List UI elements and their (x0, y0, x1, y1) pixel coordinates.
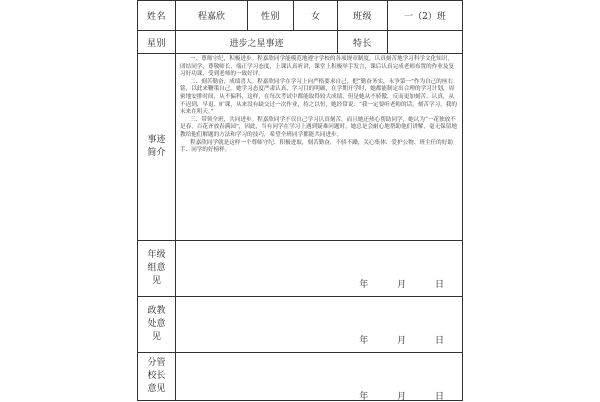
deeds-label-text: 事迹简介 (147, 135, 166, 158)
deeds-paragraph-1: 一、尊师守纪，积极进步。程嘉欣同学能模范地遵守学校的各项规章制度，认真刻苦地学习科学文化知识，团结同学，尊敬师长，端正学习态度，上课认真听讲，课堂上积极举手发言，课后认真完成老师布置的作业及复习好功课，受到老师的一致好评。 (180, 56, 455, 78)
political-opinion-field[interactable] (176, 297, 463, 353)
grade-opinion-field[interactable] (176, 241, 463, 297)
political-opinion-label (138, 297, 176, 353)
date-year: 年 (359, 336, 369, 346)
date-month: 月 (397, 336, 407, 346)
form-table (137, 0, 463, 401)
principal-opinion-label (138, 353, 176, 401)
specialty-label: 特长 (338, 31, 388, 54)
principal-opinion-date (355, 389, 444, 402)
grade-opinion-date (355, 277, 444, 290)
class-label: 班级 (338, 1, 388, 31)
date-year: 年 (359, 280, 369, 290)
deeds-paragraph-2: 二、刻苦勤奋，成绩喜人。程嘉欣同学在学习上向严格要求自己，把“勤奋务实，永争第一”作为自己的座右铭，以此来鞭策自己。她学习态度严肃认真，学习目的明确，在学期开学时，她都能制定出合理的学习计划，周密地安排时间，从不偏科，这样，在每次考试中都能取得较大成绩，但是她从不骄傲，反而更加刻苦。认真，从不迟到、早退、旷课，从来没有缺交过一次作业，持之以恒，她经常说：“我一定要听老师的话，刻苦学习，我的未来在明天。” (180, 78, 457, 116)
name-value: 程嘉欣 (176, 1, 248, 31)
deeds-content (176, 54, 463, 241)
political-opinion-label-text: 政教处意见 (147, 306, 166, 342)
date-day: 日 (434, 336, 444, 346)
deeds-paragraph-3: 三、带领全班，共同进步。程嘉欣同学不仅自己学习认真刻苦，而且她还热心帮助同学，她认为“一花独放不是春，百花齐放春满园”，因此，当有同学在学习上遇到疑难问题时，她总是会耐心地帮助他们讲解，毫无保留地教给他们解题的方法和学习的技巧，希望全班同学都能共同进步。 (180, 116, 457, 138)
name-label: 姓名 (138, 1, 176, 31)
grade-opinion-label (138, 241, 176, 297)
specialty-value (388, 31, 463, 54)
gender-label: 性别 (248, 1, 294, 31)
date-day: 日 (434, 392, 444, 402)
star-label: 星别 (138, 31, 176, 54)
deeds-label (138, 54, 176, 241)
star-value: 进步之星事迹 (176, 31, 338, 54)
date-month: 月 (397, 280, 407, 290)
deeds-paragraph-4: 程嘉欣同学就是这样一个尊师守纪、积极进取，刻苦勤奋，不骄不躁，关心集体、爱护公物、班主任的好助手、同学的好榜样。 (180, 139, 453, 154)
date-year: 年 (359, 392, 369, 402)
date-month: 月 (397, 392, 407, 402)
grade-opinion-label-text: 年级组意见 (147, 250, 166, 286)
award-form (137, 0, 462, 400)
gender-value: 女 (294, 1, 338, 31)
class-value: 一（2）班 (388, 1, 463, 31)
principal-opinion-label-text: 分管校长意见 (147, 358, 166, 394)
political-opinion-date (355, 333, 444, 346)
date-day: 日 (434, 280, 444, 290)
principal-opinion-field[interactable] (176, 353, 463, 401)
